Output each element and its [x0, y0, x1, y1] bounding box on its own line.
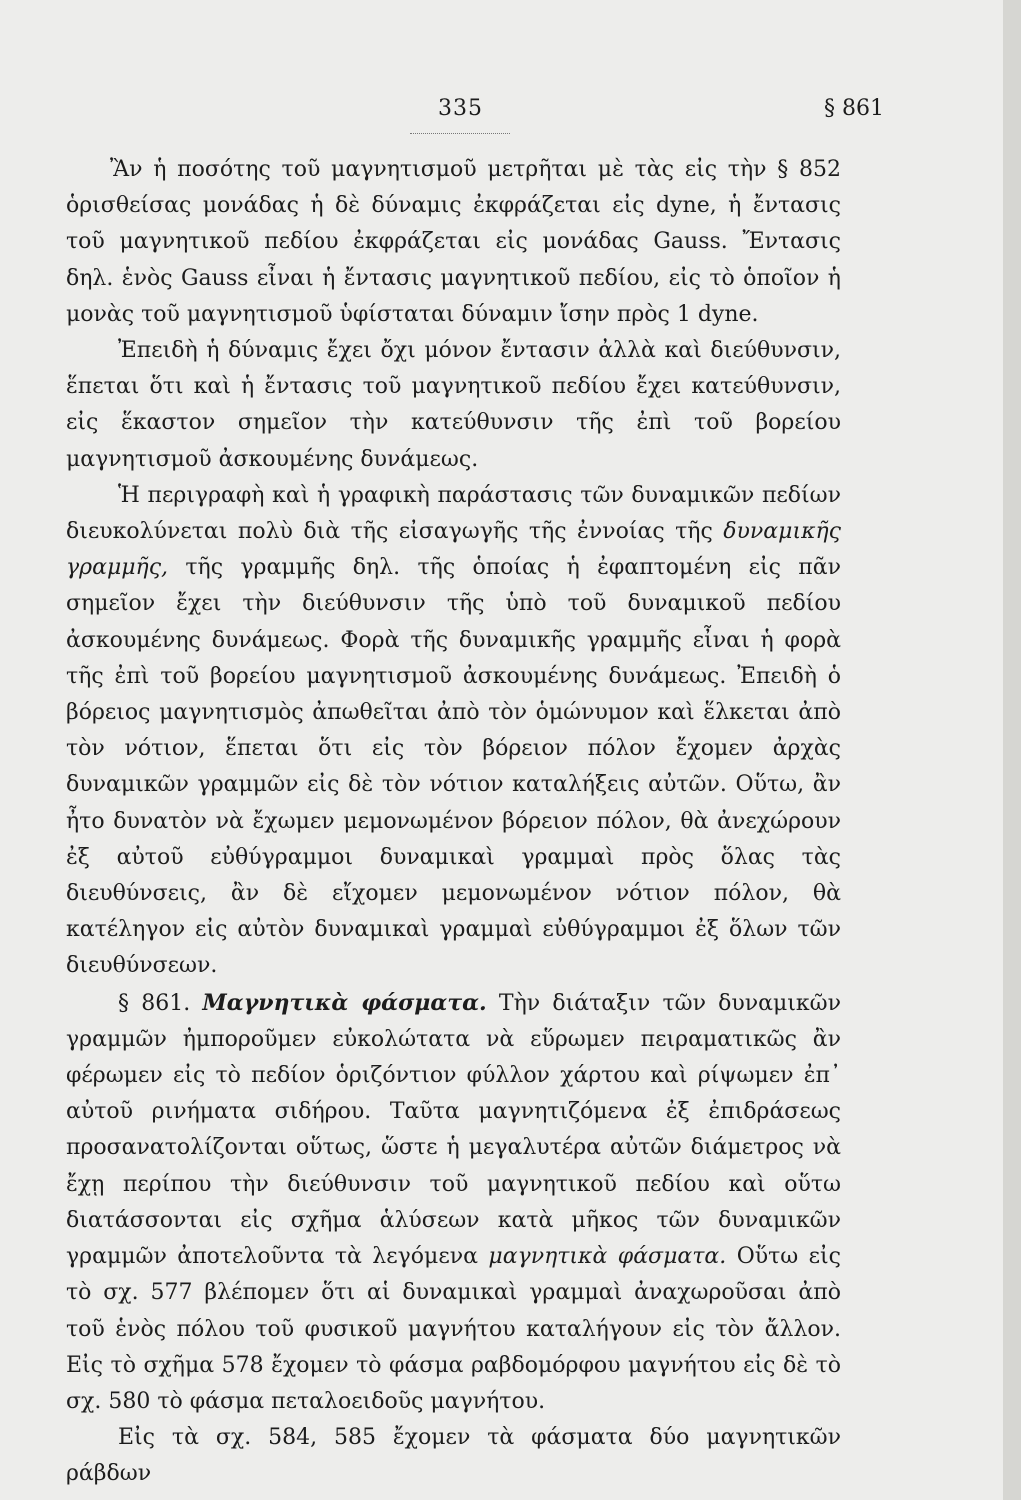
- page-number-rule: [410, 130, 510, 134]
- page-number: 335: [438, 96, 483, 121]
- paragraph-1: Ἂν ἡ ποσότης τοῦ μαγνητισμοῦ μετρῆται μὲ τὰς εἰς τὴν § 852 ὁρισθείσας μονάδας ἡ δὲ δύναμις ἐκφράζεται εἰς dyne, ἡ ἔντασις τοῦ μαγνητικοῦ πεδίου ἐκφράζεται εἰς μονάδας Gauss. Ἔντασις δηλ. ἑνὸς Gauss εἶναι ἡ ἔντασις μαγνητικοῦ πεδίου, εἰς τὸ ὁποῖον ἡ μονὰς τοῦ μαγνητισμοῦ ὑφίσταται δύναμιν ἴσην πρὸς 1 dyne.: [66, 157, 841, 327]
- page-edge: [1003, 0, 1021, 1500]
- paragraph-2: Ἐπειδὴ ἡ δύναμις ἔχει ὄχι μόνον ἔντασιν ἀλλὰ καὶ διεύθυνσιν, ἕπεται ὅτι καὶ ἡ ἔντασις τοῦ μαγνητικοῦ πεδίου ἔχει κατεύθυνσιν, εἰς ἕκαστον σημεῖον τὴν κατεύθυνσιν τῆς ἐπὶ τοῦ βορείου μαγνητισμοῦ ἀσκουμένης δυνάμεως.: [66, 338, 841, 472]
- paragraph-4: [66, 985, 841, 1420]
- paragraph-4-text-a: Τὴν διάταξιν τῶν δυναμικῶν γραμμῶν ἠμποροῦμεν εὐκολώτατα νὰ εὕρωμεν πειραματικῶς ἂν φέρωμεν εἰς τὸ πεδίον ὁριζόντιον φύλλον χάρτου καὶ ρίψωμεν ἐπ᾿ αὐτοῦ ρινήματα σιδήρου. Ταῦτα μαγνητιζόμενα ἐξ ἐπιδράσεως προσανατολίζονται οὕτως, ὥστε ἡ μεγαλυτέρα αὐτῶν διάμετρος νὰ ἔχῃ περίπου τὴν διεύθυνσιν τοῦ μαγνητικοῦ πεδίου καὶ οὕτω διατάσσονται εἰς σχῆμα ἁλύσεων κατὰ μῆκος τῶν δυναμικῶν γραμμῶν ἀποτελοῦντα τὰ λεγόμενα: [66, 990, 841, 1270]
- section-reference: § 861: [824, 96, 884, 121]
- paragraph-3: [66, 478, 841, 985]
- paragraph-4-text-b: Οὕτω εἰς τὸ σχ. 577 βλέπομεν ὅτι αἱ δυναμικαὶ γραμμαὶ ἀναχωροῦσαι ἀπὸ τοῦ ἑνὸς πόλου τοῦ φυσικοῦ μαγνήτου καταλήγουν εἰς τὸν ἄλλον. Εἰς τὸ σχῆμα 578 ἔχομεν τὸ φάσμα ραβδομόρφου μαγνήτου εἰς δὲ τὸ σχ. 580 τὸ φάσμα πεταλοειδοῦς μαγνήτου.: [66, 1244, 841, 1414]
- section-heading: Μαγνητικὰ φάσματα.: [202, 989, 487, 1016]
- paragraph-3-text-b: τῆς γραμμῆς δηλ. τῆς ὁποίας ἡ ἐφαπτομένη εἰς πᾶν σημεῖον ἔχει τὴν διεύθυνσιν τῆς ὑπὸ τοῦ δυναμικοῦ πεδίου ἀσκουμένης δυνάμεως. Φορὰ τῆς δυναμικῆς γραμμῆς εἶναι ἡ φορὰ τῆς ἐπὶ τοῦ βορείου μαγνητισμοῦ ἀσκουμένης δυνάμεως. Ἐπειδὴ ὁ βόρειος μαγνητισμὸς ἀπωθεῖται ἀπὸ τὸν ὁμώνυμον καὶ ἕλκεται ἀπὸ τὸν νότιον, ἕπεται ὅτι εἰς τὸν βόρειον πόλον ἔχομεν ἀρχὰς δυναμικῶν γραμμῶν εἰς δὲ τὸν νότιον καταλήξεις αὐτῶν. Οὕτω, ἂν ἦτο δυνατὸν νὰ ἔχωμεν μεμονωμένον βόρειον πόλον, θὰ ἀνεχώρουν ἐξ αὐτοῦ εὐθύγραμμοι δυναμικαὶ γραμμαὶ πρὸς ὅλας τὰς διευθύνσεις, ἂν δὲ εἴχομεν μεμονωμένον νότιον πόλον, θὰ κατέληγον εἰς αὐτὸν δυναμικαὶ γραμμαὶ εὐθύγραμμοι ἐξ ὅλων τῶν διευθύνσεων.: [66, 555, 841, 979]
- term-magnetic-spectra: μαγνητικὰ φάσματα.: [488, 1244, 727, 1270]
- term-dynamic-line: δυναμικῆς γραμμῆς,: [66, 519, 841, 581]
- section-number: § 861.: [118, 990, 191, 1016]
- paragraph-3-text-a: Ἡ περιγραφὴ καὶ ἡ γραφικὴ παράστασις τῶν δυναμικῶν πεδίων διευκολύνεται πολὺ διὰ τῆς εἰσαγωγῆς τῆς ἐννοίας τῆς: [66, 482, 841, 545]
- paragraph-5: Εἰς τὰ σχ. 584, 585 ἔχομεν τὰ φάσματα δύο μαγνητικῶν ράβδων: [66, 1425, 841, 1487]
- body-text: [66, 152, 841, 1493]
- page-header: [0, 90, 1021, 130]
